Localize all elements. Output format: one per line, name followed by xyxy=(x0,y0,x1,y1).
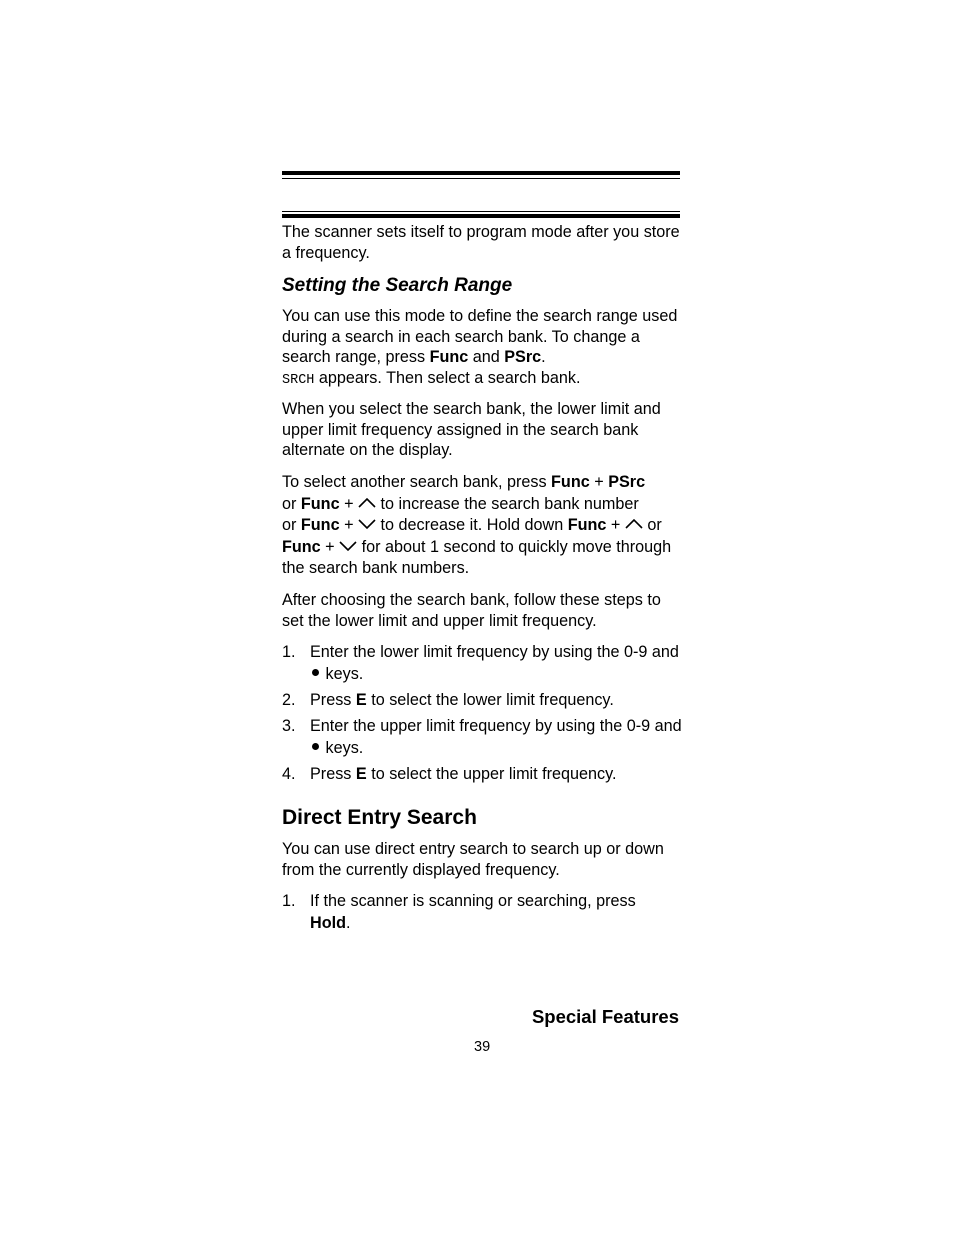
down-arrow-icon xyxy=(358,519,376,529)
down-arrow-icon xyxy=(339,541,357,551)
search-range-paragraph-1: You can use this mode to define the search range used during a search in each search bank. To change a search range, press Func and PSrc. SRCH appears. Then select a search bank. xyxy=(282,307,678,388)
subsection-heading: Setting the Search Range xyxy=(282,275,513,296)
list-item: 4. Press E to select the upper limit frequency. xyxy=(282,765,617,783)
page-number: 39 xyxy=(474,1039,491,1055)
section-rule-thick xyxy=(282,214,680,218)
section-rule-thin xyxy=(282,211,680,212)
hold-key: Hold xyxy=(310,913,346,932)
list-item: 2. Press E to select the lower limit frequency. xyxy=(282,691,614,709)
bullet-dot-icon xyxy=(312,669,319,676)
up-arrow-icon xyxy=(358,498,376,508)
list-item: 1. If the scanner is scanning or searching, press Hold. xyxy=(282,892,636,932)
bullet-dot-icon xyxy=(312,743,319,750)
up-arrow-icon xyxy=(625,519,643,529)
search-range-paragraph-2: When you select the search bank, the lower limit and upper limit frequency assigned in the search bank alternate on the display. xyxy=(282,400,661,459)
search-range-paragraph-3: To select another search bank, press Func + PSrc or Func + to increase the search bank number or Func + to decrease it. Hold down Func + or Func + for about 1 second to quickly move through the search bank numbers. xyxy=(282,473,672,577)
intro-paragraph: The scanner sets itself to program mode after you store a frequency. xyxy=(282,223,680,262)
func-key: Func xyxy=(429,348,469,366)
footer-section-title: Special Features xyxy=(531,1006,679,1027)
header-rule-thin xyxy=(282,178,680,179)
lcd-text: SRCH xyxy=(282,372,315,388)
header-rule-thick xyxy=(282,171,680,175)
list-item: 1. Enter the lower limit frequency by using the 0-9 and keys. xyxy=(282,643,679,683)
list-item: 3. Enter the upper limit frequency by using the 0-9 and keys. xyxy=(282,717,682,757)
direct-entry-paragraph: You can use direct entry search to search up or down from the currently displayed frequency. xyxy=(282,840,664,879)
search-range-paragraph-4: After choosing the search bank, follow these steps to set the lower limit and upper limit frequency. xyxy=(282,591,661,630)
psrc-key: PSrc xyxy=(504,348,542,366)
section-heading: Direct Entry Search xyxy=(282,806,477,829)
